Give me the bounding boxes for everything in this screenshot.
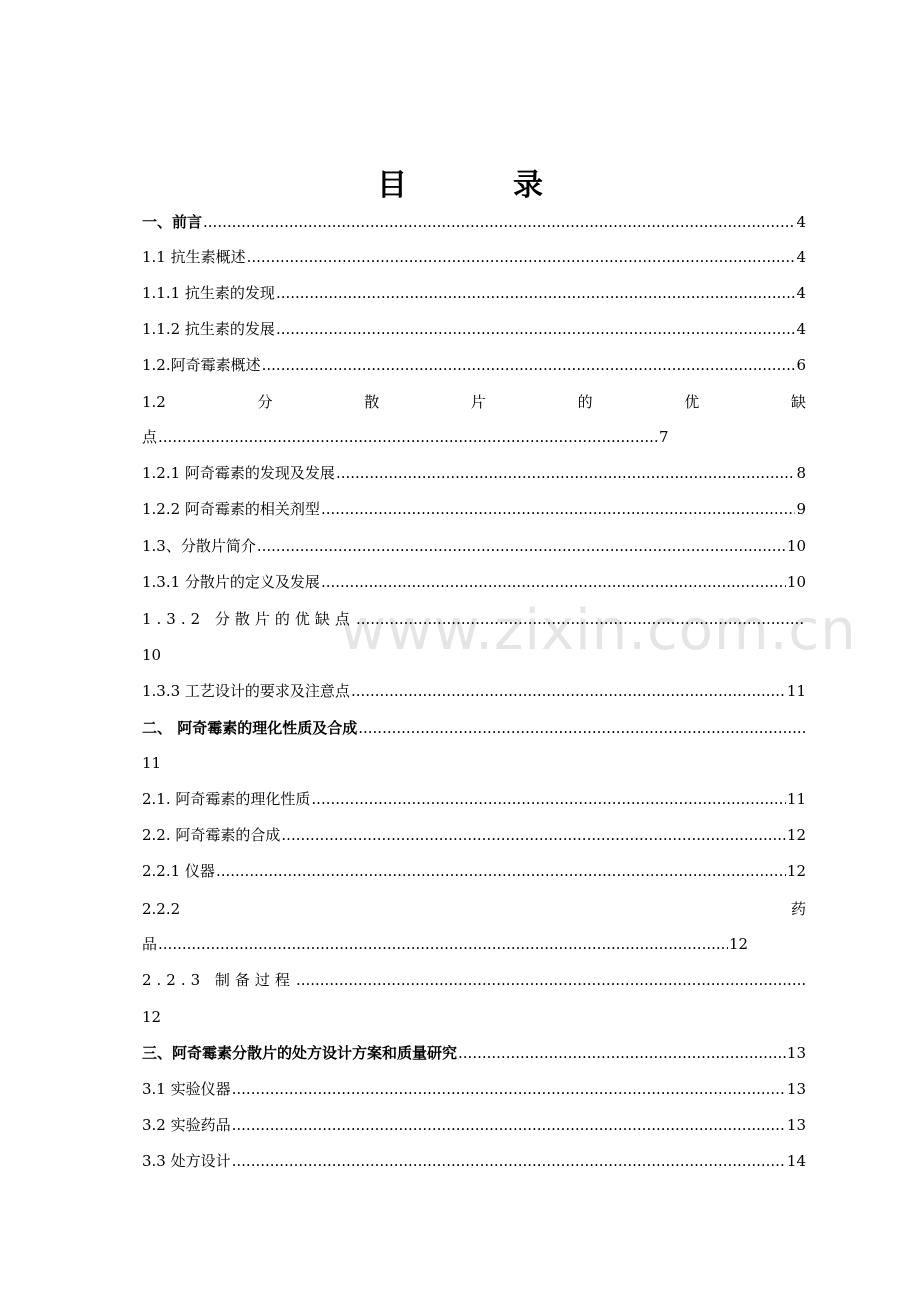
toc-page-number: 10 xyxy=(786,537,806,555)
toc-entry-title: 1.3.3 工艺设计的要求及注意点 xyxy=(142,682,350,700)
toc-page-number: 13 xyxy=(786,1044,806,1062)
toc-entry[interactable] xyxy=(142,571,806,593)
toc-entry[interactable] xyxy=(142,933,748,955)
toc-dot-leader xyxy=(358,717,805,739)
toc-entry-title: 1.1 抗生素概述 xyxy=(142,248,246,266)
toc-entry-word: 缺 xyxy=(790,393,806,411)
toc-dot-leader xyxy=(257,535,786,557)
toc-entry-title: 三、阿奇霉素分散片的处方设计方案和质量研究 xyxy=(142,1044,458,1062)
toc-page-number: 7 xyxy=(659,428,669,446)
toc-page-number: 11 xyxy=(786,790,806,808)
toc-dot-leader xyxy=(232,1114,786,1136)
toc-entry-word: 片 xyxy=(470,393,486,411)
toc-entry[interactable] xyxy=(142,211,806,233)
toc-entry[interactable] xyxy=(142,680,806,702)
toc-entry[interactable] xyxy=(142,717,806,739)
toc-entry-title: 1.3.2 分散片的优缺点 xyxy=(142,610,355,628)
toc-entry[interactable] xyxy=(142,1042,806,1064)
toc-entry-word: 药 xyxy=(790,900,806,918)
toc-entry[interactable] xyxy=(142,535,806,557)
toc-entry-word: 散 xyxy=(364,393,380,411)
toc-entry[interactable] xyxy=(142,608,806,630)
toc-page-number: 4 xyxy=(796,213,806,231)
toc-entry-title: 1.1.1 抗生素的发现 xyxy=(142,284,275,302)
toc-dot-leader xyxy=(276,318,796,340)
toc-entry-title: 1.2.1 阿奇霉素的发现及发展 xyxy=(142,464,335,482)
toc-dot-leader xyxy=(216,860,786,882)
toc-entry-title: 2.2. 阿奇霉素的合成 xyxy=(142,826,281,844)
toc-entry-title: 2.1. 阿奇霉素的理化性质 xyxy=(142,790,311,808)
toc-entry[interactable] xyxy=(142,462,806,484)
toc-page-number: 4 xyxy=(796,284,806,302)
toc-page-number: 12 xyxy=(786,826,806,844)
toc-entry[interactable] xyxy=(142,391,806,413)
toc-page-number: 11 xyxy=(786,682,806,700)
toc-dot-leader xyxy=(158,426,658,448)
toc-entry-title: 1.2.2 阿奇霉素的相关剂型 xyxy=(142,500,320,518)
toc-entry[interactable] xyxy=(142,1150,806,1172)
toc-entry-title: 品 xyxy=(142,935,158,953)
watermark: www.zixin.com.cn xyxy=(340,598,857,663)
toc-entry-title: 1.3.1 分散片的定义及发展 xyxy=(142,573,320,591)
toc-entry[interactable] xyxy=(142,788,806,810)
toc-page-number: 6 xyxy=(796,356,806,374)
toc-entry[interactable] xyxy=(142,246,806,268)
toc-page-number: 13 xyxy=(786,1116,806,1134)
toc-entry-title: 12 xyxy=(142,1008,162,1026)
toc-entry-title: 10 xyxy=(142,646,162,664)
toc-dot-leader xyxy=(232,1150,786,1172)
toc-entry[interactable] xyxy=(142,1078,806,1100)
toc-dot-leader xyxy=(351,680,786,702)
toc-page-number: 4 xyxy=(796,248,806,266)
toc-dot-leader xyxy=(356,608,805,630)
toc-page-number: 9 xyxy=(796,500,806,518)
toc-entry[interactable] xyxy=(142,354,806,376)
toc-entry-title: 2.2.1 仪器 xyxy=(142,862,215,880)
toc-entry[interactable] xyxy=(142,752,806,774)
toc-entry[interactable] xyxy=(142,898,806,920)
toc-entry-title: 3.2 实验药品 xyxy=(142,1116,231,1134)
toc-dot-leader xyxy=(281,824,786,846)
toc-entry-title: 2.2.3 制备过程 xyxy=(142,971,295,989)
toc-dot-leader xyxy=(321,571,786,593)
toc-dot-leader xyxy=(232,1078,786,1100)
toc-page-number: 12 xyxy=(786,862,806,880)
toc-dot-leader xyxy=(336,462,796,484)
toc-entry-title: 1.1.2 抗生素的发展 xyxy=(142,320,275,338)
toc-dot-leader xyxy=(203,211,795,233)
toc-dot-leader xyxy=(311,788,786,810)
toc-entry-title: 11 xyxy=(142,754,162,772)
toc-page-number: 14 xyxy=(786,1152,806,1170)
toc-entry-word: 优 xyxy=(684,393,700,411)
toc-page-number: 13 xyxy=(786,1080,806,1098)
toc-entry-word: 1.2 xyxy=(142,393,166,411)
toc-page-number: 12 xyxy=(729,935,749,953)
page-title: 目 录 xyxy=(377,168,581,203)
toc-entry[interactable] xyxy=(142,644,806,666)
toc-page-number: 8 xyxy=(796,464,806,482)
toc-dot-leader xyxy=(262,354,796,376)
toc-entry[interactable] xyxy=(142,498,806,520)
toc-dot-leader xyxy=(276,282,796,304)
toc-entry[interactable] xyxy=(142,1114,806,1136)
toc-entry-word: 分 xyxy=(257,393,273,411)
toc-page-number: 10 xyxy=(786,573,806,591)
toc-entry[interactable] xyxy=(142,318,806,340)
toc-dot-leader xyxy=(158,933,728,955)
toc-entry[interactable] xyxy=(142,860,806,882)
toc-entry-word: 的 xyxy=(577,393,593,411)
toc-dot-leader xyxy=(296,969,805,991)
toc-entry-title: 3.1 实验仪器 xyxy=(142,1080,231,1098)
toc-entry-title: 1.3、分散片简介 xyxy=(142,537,256,555)
toc-entry[interactable] xyxy=(142,426,669,448)
toc-dot-leader xyxy=(247,246,796,268)
toc-page-number: 4 xyxy=(796,320,806,338)
toc-entry[interactable] xyxy=(142,824,806,846)
toc-entry-title: 二、 阿奇霉素的理化性质及合成 xyxy=(142,719,358,737)
toc-dot-leader xyxy=(458,1042,786,1064)
toc-entry[interactable] xyxy=(142,282,806,304)
toc-entry-title: 1.2.阿奇霉素概述 xyxy=(142,356,261,374)
toc-entry[interactable] xyxy=(142,1006,806,1028)
toc-entry-title: 点 xyxy=(142,428,158,446)
toc-entry-title: 一、前言 xyxy=(142,213,203,231)
toc-entry-title: 3.3 处方设计 xyxy=(142,1152,231,1170)
toc-entry-word: 2.2.2 xyxy=(142,900,181,918)
toc-dot-leader xyxy=(321,498,796,520)
toc-entry[interactable] xyxy=(142,969,806,991)
